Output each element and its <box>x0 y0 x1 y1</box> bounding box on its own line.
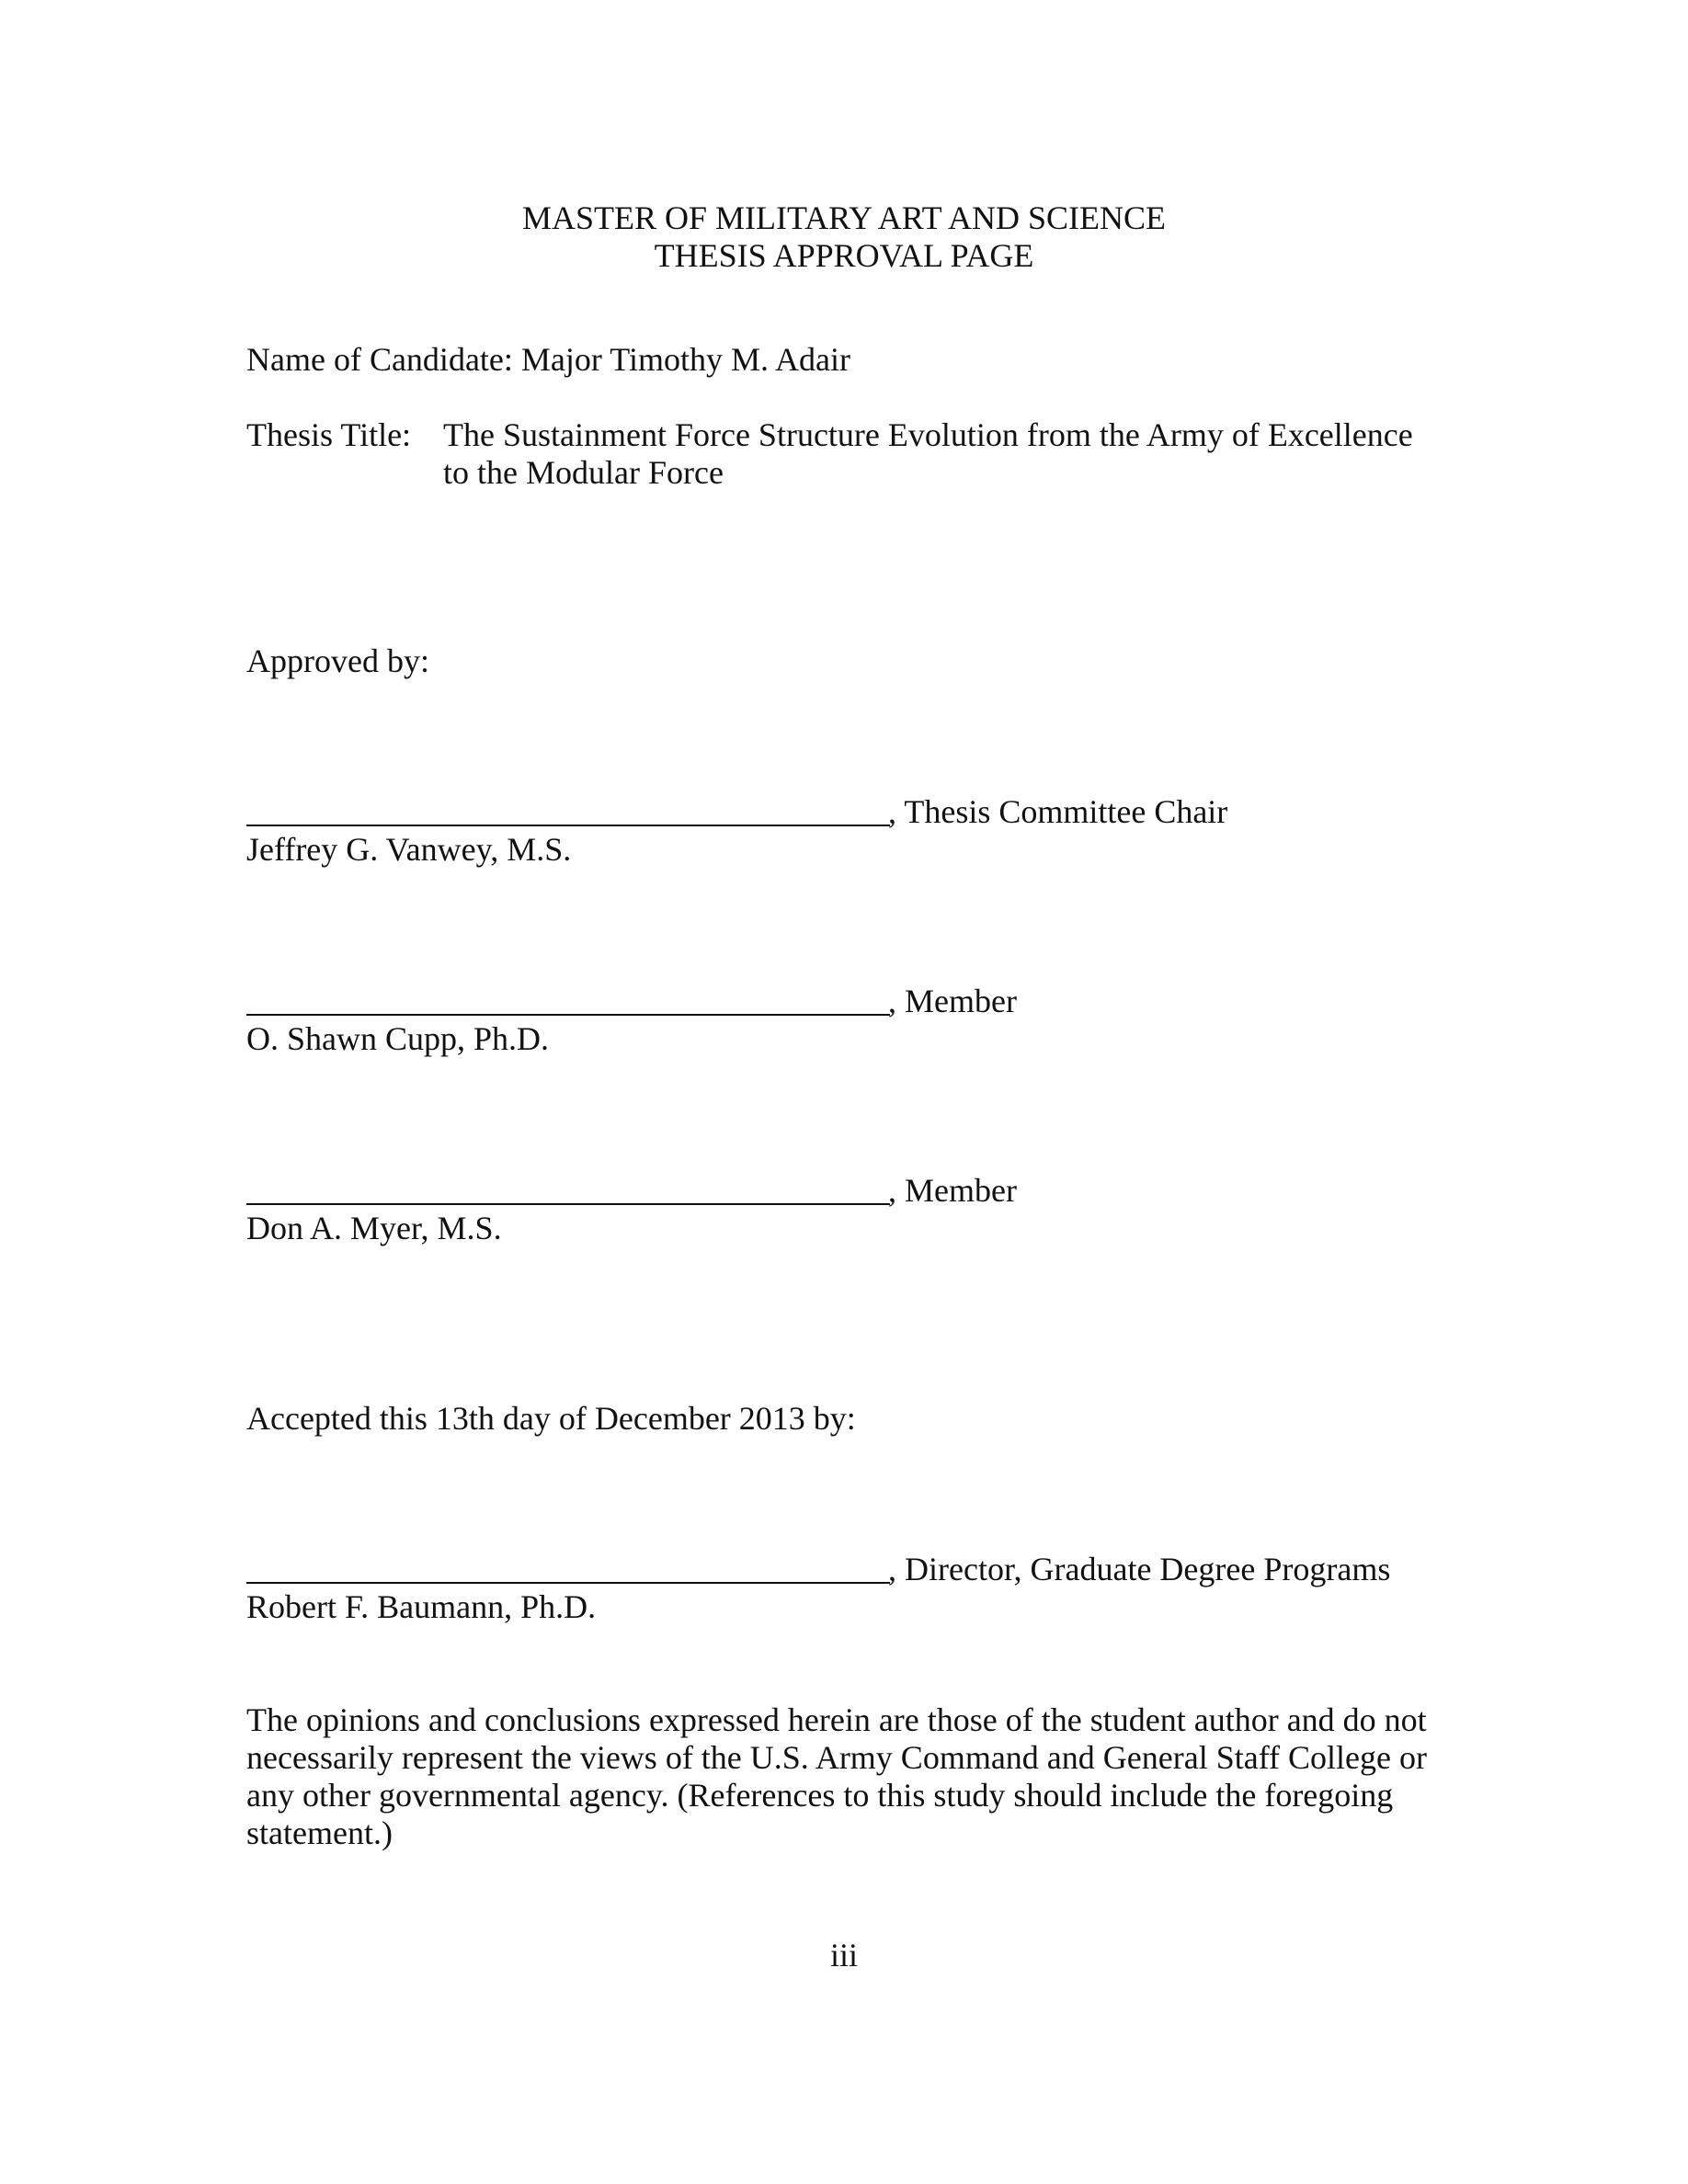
signature-role-chair: , Thesis Committee Chair <box>888 793 1228 830</box>
disclaimer-line-4: statement.) <box>246 1814 393 1851</box>
accepted-statement: Accepted this 13th day of December 2013 by: <box>246 1400 856 1437</box>
signature-name-member-1: O. Shawn Cupp, Ph.D. <box>246 1020 550 1057</box>
page-number: iii <box>829 1937 858 1974</box>
signature-name-chair: Jeffrey G. Vanwey, M.S. <box>246 831 572 868</box>
disclaimer-line-3: any other governmental agency. (References to this study should include the foregoing <box>246 1777 1394 1814</box>
disclaimer-line-1: The opinions and conclusions expressed herein are those of the student author and do not <box>246 1701 1427 1738</box>
thesis-title-line-2: to the Modular Force <box>443 454 724 491</box>
thesis-title-line-1: The Sustainment Force Structure Evolution from the Army of Excellence <box>443 416 1413 453</box>
signature-role-member-1: , Member <box>888 983 1017 1019</box>
disclaimer-line-2: necessarily represent the views of the U.S. Army Command and General Staff College or <box>246 1739 1427 1776</box>
candidate-name: Name of Candidate: Major Timothy M. Adair <box>246 341 850 378</box>
signature-role-director: , Director, Graduate Degree Programs <box>888 1551 1391 1587</box>
signature-line-chair <box>246 825 890 826</box>
signature-line-director <box>246 1582 890 1584</box>
approved-by-label: Approved by: <box>246 643 429 679</box>
signature-line-member-1 <box>246 1014 890 1016</box>
signature-role-member-2: , Member <box>888 1172 1017 1209</box>
signature-name-director: Robert F. Baumann, Ph.D. <box>246 1588 597 1625</box>
header-line-2: THESIS APPROVAL PAGE <box>654 237 1034 274</box>
signature-name-member-2: Don A. Myer, M.S. <box>246 1210 502 1246</box>
header-line-1: MASTER OF MILITARY ART AND SCIENCE <box>521 199 1167 236</box>
thesis-title-label: Thesis Title: <box>246 416 412 453</box>
signature-line-member-2 <box>246 1203 890 1205</box>
